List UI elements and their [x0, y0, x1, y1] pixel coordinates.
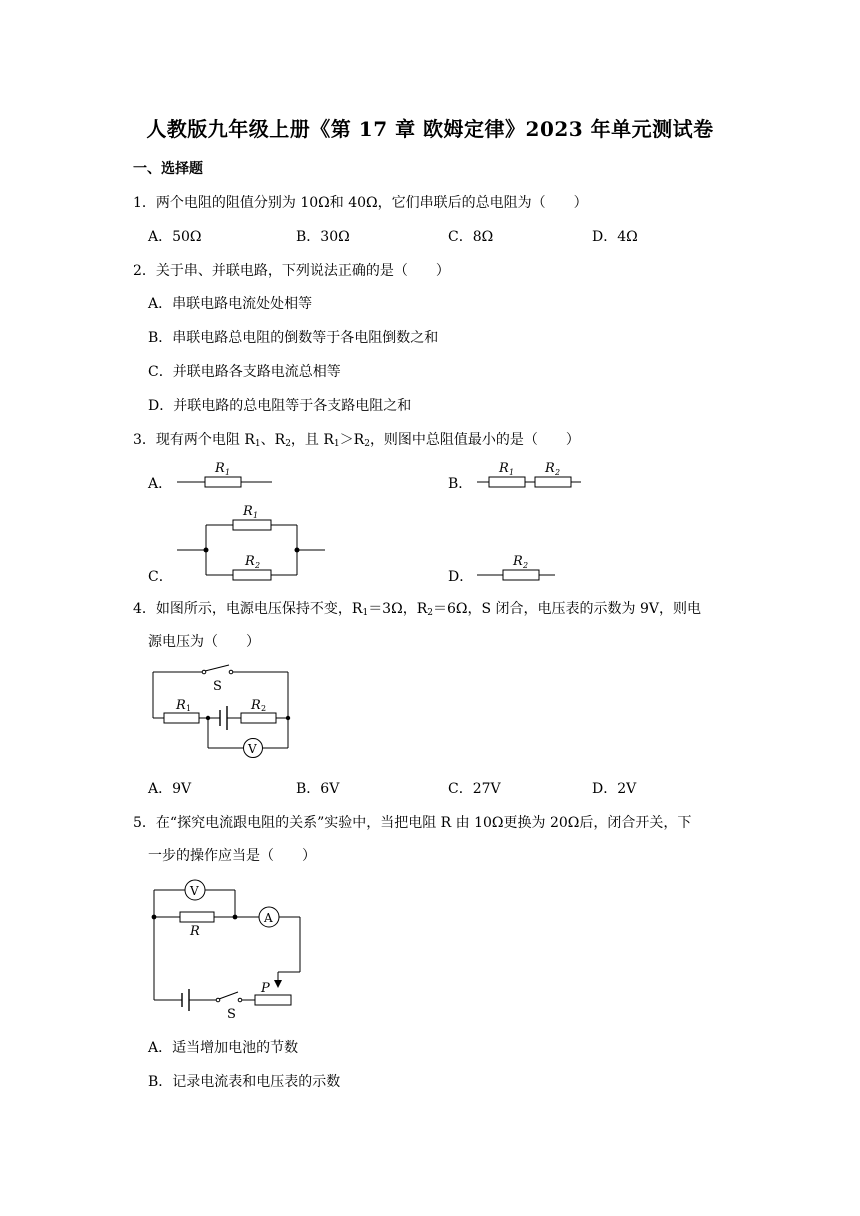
- switch-label: S: [213, 679, 222, 694]
- question-1-stem: 1．两个电阻的阻值分别为 10Ω和 40Ω，它们串联后的总电阻为（ ）: [133, 195, 588, 211]
- voltmeter-label: V: [190, 884, 199, 898]
- r1-label: R: [176, 698, 186, 713]
- question-4-option-d: D．2V: [592, 781, 637, 797]
- question-3-option-b: B．: [448, 476, 473, 492]
- question-5-stem-continued: 一步的操作应当是（ ）: [148, 848, 316, 864]
- svg-text:2: 2: [523, 561, 529, 570]
- slider-label: P: [261, 981, 270, 996]
- question-5-stem: 5．在“探究电流跟电阻的关系”实验中，当把电阻 R 由 10Ω更换为 20Ω后，闭合开关，下: [133, 815, 692, 831]
- svg-text:1: 1: [253, 511, 259, 520]
- question-2-option-d: D．并联电路的总电阻等于各支路电阻之和: [148, 398, 412, 414]
- question-4-option-b: B．6V: [296, 781, 340, 797]
- question-2-option-a: A．串联电路电流处处相等: [148, 296, 313, 312]
- question-4-stem-continued: 源电压为（ ）: [148, 634, 260, 650]
- r2-label: R: [251, 698, 261, 713]
- question-3-option-d: D．: [448, 569, 474, 585]
- r2-label: R: [513, 554, 523, 569]
- circuit-q4-diagram: [150, 664, 295, 756]
- question-1-option-b: B．30Ω: [296, 229, 350, 245]
- question-3-stem: 3．现有两个电阻 $R_1$、$R_2$，且 $R_1>R_2$，则图中总阻值最小的是（ ）: [133, 432, 580, 449]
- r1-label: R: [499, 461, 509, 476]
- circuit-a-diagram: [175, 460, 275, 490]
- circuit-c-diagram: [175, 502, 330, 582]
- ammeter-label: A: [264, 911, 273, 925]
- question-5-option-b: B．记录电流表和电压表的示数: [148, 1074, 341, 1090]
- svg-text:2: 2: [261, 704, 267, 713]
- question-4-option-a: A．9V: [148, 781, 192, 797]
- section-heading: 一、选择题: [133, 161, 203, 177]
- question-2-stem: 2．关于串、并联电路，下列说法正确的是（ ）: [133, 263, 450, 279]
- resistor-label: R: [190, 924, 200, 939]
- svg-text:2: 2: [255, 561, 261, 570]
- page-title: 人教版九年级上册《第 17 章 欧姆定律》2023 年单元测试卷: [146, 117, 714, 141]
- question-2-option-c: C．并联电路各支路电流总相等: [148, 364, 341, 380]
- circuit-d-diagram: [475, 553, 560, 583]
- switch-label: S: [227, 1007, 236, 1022]
- svg-text:1: 1: [186, 704, 192, 713]
- question-2-option-b: B．串联电路总电阻的倒数等于各电阻倒数之和: [148, 330, 439, 346]
- question-3-option-c: C．: [148, 569, 173, 585]
- svg-text:1: 1: [509, 468, 515, 477]
- r2-label: R: [245, 554, 255, 569]
- r2-label: R: [545, 461, 555, 476]
- svg-text:1: 1: [225, 468, 231, 477]
- question-4-stem: 4．如图所示，电源电压保持不变，$R_1=3\Omega$，$R_2=6\Omega$，S 闭合，电压表的示数为 9V，则电: [133, 601, 702, 618]
- question-5-option-a: A．适当增加电池的节数: [148, 1040, 299, 1056]
- question-1-option-d: D．4Ω: [592, 229, 638, 245]
- voltmeter-label: V: [248, 742, 257, 756]
- circuit-b-diagram: [475, 460, 585, 490]
- r1-label: R: [215, 461, 225, 476]
- r1-label: R: [243, 504, 253, 519]
- question-4-option-c: C．27V: [448, 781, 501, 797]
- question-1-option-c: C．8Ω: [448, 229, 494, 245]
- circuit-q5-diagram: [148, 876, 308, 1024]
- svg-text:2: 2: [555, 468, 561, 477]
- question-1-option-a: A．50Ω: [148, 229, 202, 245]
- question-3-option-a: A．: [148, 476, 173, 492]
